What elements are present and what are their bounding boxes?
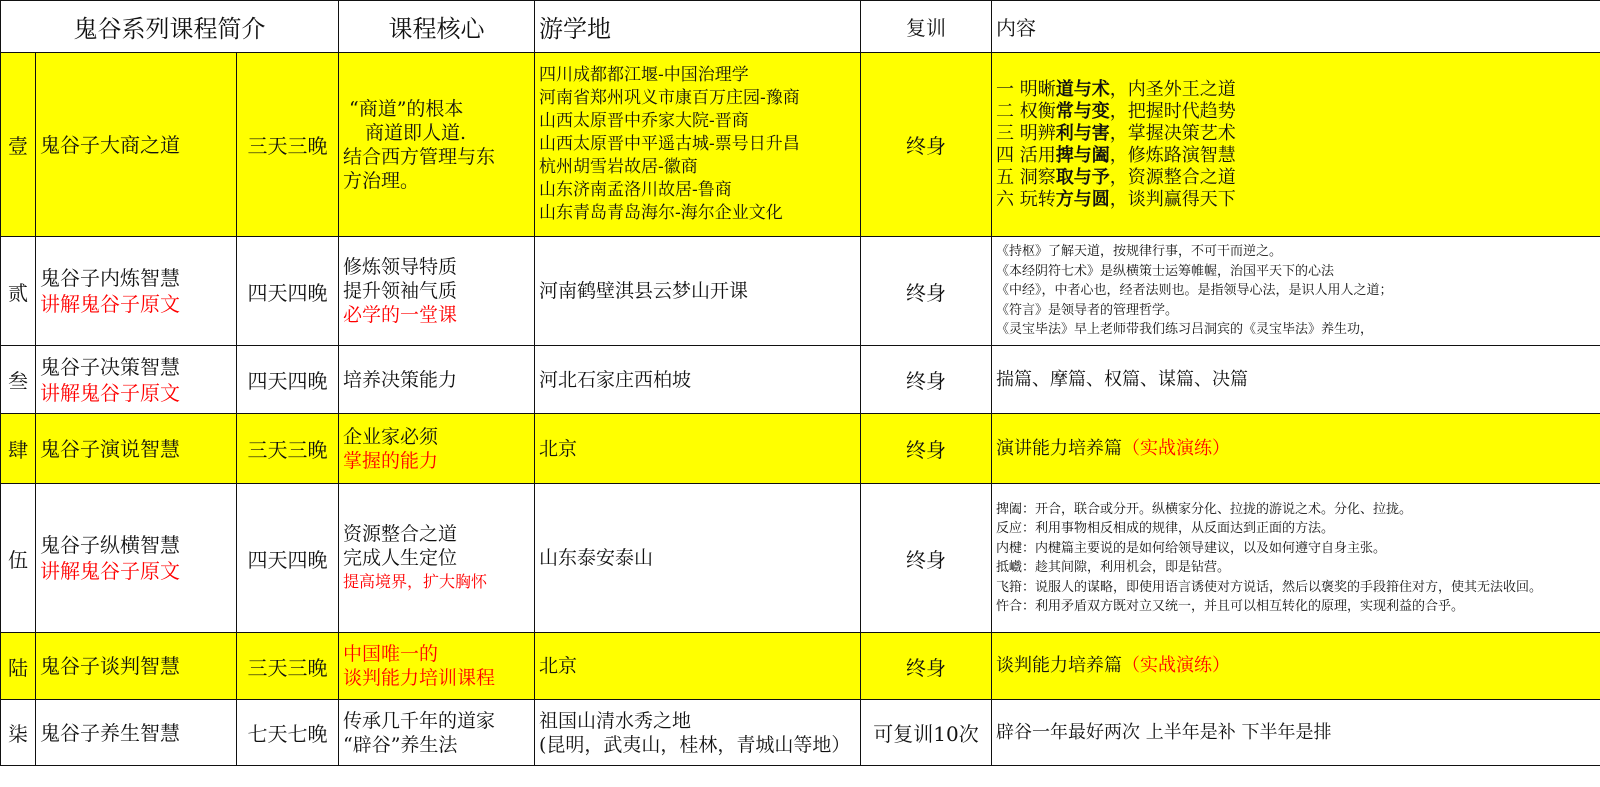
core-line: 结合西方管理与东 (343, 145, 496, 168)
review-policy: 终身 (861, 484, 992, 633)
place-line: 河南省郑州巩义市康百万庄园-豫商 (539, 88, 800, 108)
review-policy: 终身 (861, 237, 992, 346)
course-content (992, 53, 1600, 237)
course-duration: 七天七晚 (237, 700, 339, 766)
row-number: 叁 (1, 346, 36, 414)
course-content: 辟谷一年最好两次 上半年是补 下半年是排 (992, 700, 1600, 766)
course-content: 揣篇、摩篇、权篇、谋篇、决篇 (992, 346, 1600, 414)
study-place: 山东泰安泰山 (535, 484, 861, 633)
content-line: 五 洞察取与予，资源整合之道 (996, 166, 1236, 188)
original-text-note: 讲解鬼谷子原文 (40, 292, 180, 316)
content-line: 三 明辨利与害，掌握决策艺术 (996, 122, 1236, 144)
content-line: 二 权衡常与变，把握时代趋势 (996, 100, 1236, 122)
course-content: 演讲能力培养篇（实战演练） (992, 414, 1600, 484)
course-duration: 三天三晚 (237, 53, 339, 237)
review-policy: 终身 (861, 633, 992, 700)
header-review: 复训 (861, 1, 992, 53)
content-line: 六 玩转方与圆，谈判赢得天下 (996, 188, 1236, 210)
core-line: 商道即人道. (365, 121, 467, 144)
header-row (1, 1, 1600, 53)
table-row (1, 484, 1600, 633)
course-name: 鬼谷子养生智慧 (36, 700, 237, 766)
course-core: 修炼领导特质 提升领袖气质 必学的一堂课 (339, 237, 535, 346)
table-row (1, 237, 1600, 346)
content-line: 一 明晰道与术，内圣外王之道 (996, 78, 1236, 100)
header-core: 课程核心 (339, 1, 535, 53)
practice-tag: （实战演练） (1122, 437, 1230, 459)
course-name: 鬼谷子纵横智慧 讲解鬼谷子原文 (36, 484, 237, 633)
review-policy: 终身 (861, 414, 992, 484)
place-line: 山东青岛青岛海尔-海尔企业文化 (539, 203, 783, 223)
core-line: 方治理。 (343, 169, 420, 192)
course-core: 传承几千年的道家 “辟谷”养生法 (339, 700, 535, 766)
course-duration: 四天四晚 (237, 484, 339, 633)
header-content: 内容 (992, 1, 1600, 53)
course-core: 企业家必须 掌握的能力 (339, 414, 535, 484)
course-name: 鬼谷子决策智慧 讲解鬼谷子原文 (36, 346, 237, 414)
course-name: 鬼谷子演说智慧 (36, 414, 237, 484)
row-number: 贰 (1, 237, 36, 346)
table-row (1, 346, 1600, 414)
course-name: 鬼谷子内炼智慧 讲解鬼谷子原文 (36, 237, 237, 346)
place-line: 山西太原晋中平遥古城-票号日升昌 (539, 134, 800, 154)
place-line: 山西太原晋中乔家大院-晋商 (539, 111, 749, 131)
course-core: 资源整合之道 完成人生定位 提高境界，扩大胸怀 (339, 484, 535, 633)
row-number: 陆 (1, 633, 36, 700)
course-content: 捭阖：开合，联合或分开。纵横家分化、拉拢的游说之术。分化、拉拢。 反应：利用事物相反相成的规律，从反面达到正面的方法。 内楗：内楗篇主要说的是如何给领导建议，以及如何遵守自身主张。 抵巇：趁其间隙，利用机会，即是钻营。 飞箝：说服人的谋略，即使用语言诱使对方说话，然后以褒奖的手段箝住对方，使其无法收回。 忤合：利用矛盾双方既对立又统一，并且可以相互转化的原理，实现利益的合乎。 (992, 484, 1600, 633)
course-core: 培养决策能力 (339, 346, 535, 414)
core-line: “商道”的根本 (349, 97, 464, 120)
table-row (1, 414, 1600, 484)
course-name: 鬼谷子大商之道 (36, 53, 237, 237)
course-content: 《持枢》了解天道，按规律行事，不可干而逆之。 《本经阴符七术》是纵横策士运筹帷幄，治国平天下的心法 《中经》，中者心也，经者法则也。是指领导心法，是识人用人之道； 《符言》是领导者的管理哲学。 《灵宝毕法》早上老师带我们练习吕洞宾的《灵宝毕法》养生功， (992, 237, 1600, 346)
review-policy: 终身 (861, 346, 992, 414)
table-row (1, 633, 1600, 700)
study-place: 北京 (535, 414, 861, 484)
course-content: 谈判能力培养篇（实战演练） (992, 633, 1600, 700)
header-place: 游学地 (535, 1, 861, 53)
original-text-note: 讲解鬼谷子原文 (40, 380, 180, 405)
study-places (535, 53, 861, 237)
row-number: 壹 (1, 53, 36, 237)
study-places: 祖国山清水秀之地 (昆明，武夷山，桂林，青城山等地） (535, 700, 861, 766)
row-number: 伍 (1, 484, 36, 633)
course-duration: 三天三晚 (237, 414, 339, 484)
course-duration: 三天三晚 (237, 633, 339, 700)
place-line: 山东济南孟洛川故居-鲁商 (539, 180, 732, 200)
course-duration: 四天四晚 (237, 346, 339, 414)
course-core (339, 53, 535, 237)
table-title: 鬼谷系列课程简介 (1, 1, 339, 53)
course-duration: 四天四晚 (237, 237, 339, 346)
study-place: 北京 (535, 633, 861, 700)
content-line: 四 活用捭与阖，修炼路演智慧 (996, 144, 1236, 166)
review-policy: 可复训10次 (861, 700, 992, 766)
review-policy: 终身 (861, 53, 992, 237)
row-number: 肆 (1, 414, 36, 484)
place-line: 四川成都都江堰-中国治理学 (539, 65, 749, 85)
original-text-note: 讲解鬼谷子原文 (40, 559, 180, 583)
table-row (1, 700, 1600, 766)
study-place: 河南鹤壁淇县云梦山开课 (535, 237, 861, 346)
place-line: 杭州胡雪岩故居-徽商 (539, 157, 698, 177)
course-core: 中国唯一的 谈判能力培训课程 (339, 633, 535, 700)
course-name: 鬼谷子谈判智慧 (36, 633, 237, 700)
row-number: 柒 (1, 700, 36, 766)
table-row (1, 53, 1600, 237)
study-place: 河北石家庄西柏坡 (535, 346, 861, 414)
practice-tag: （实战演练） (1122, 655, 1230, 676)
